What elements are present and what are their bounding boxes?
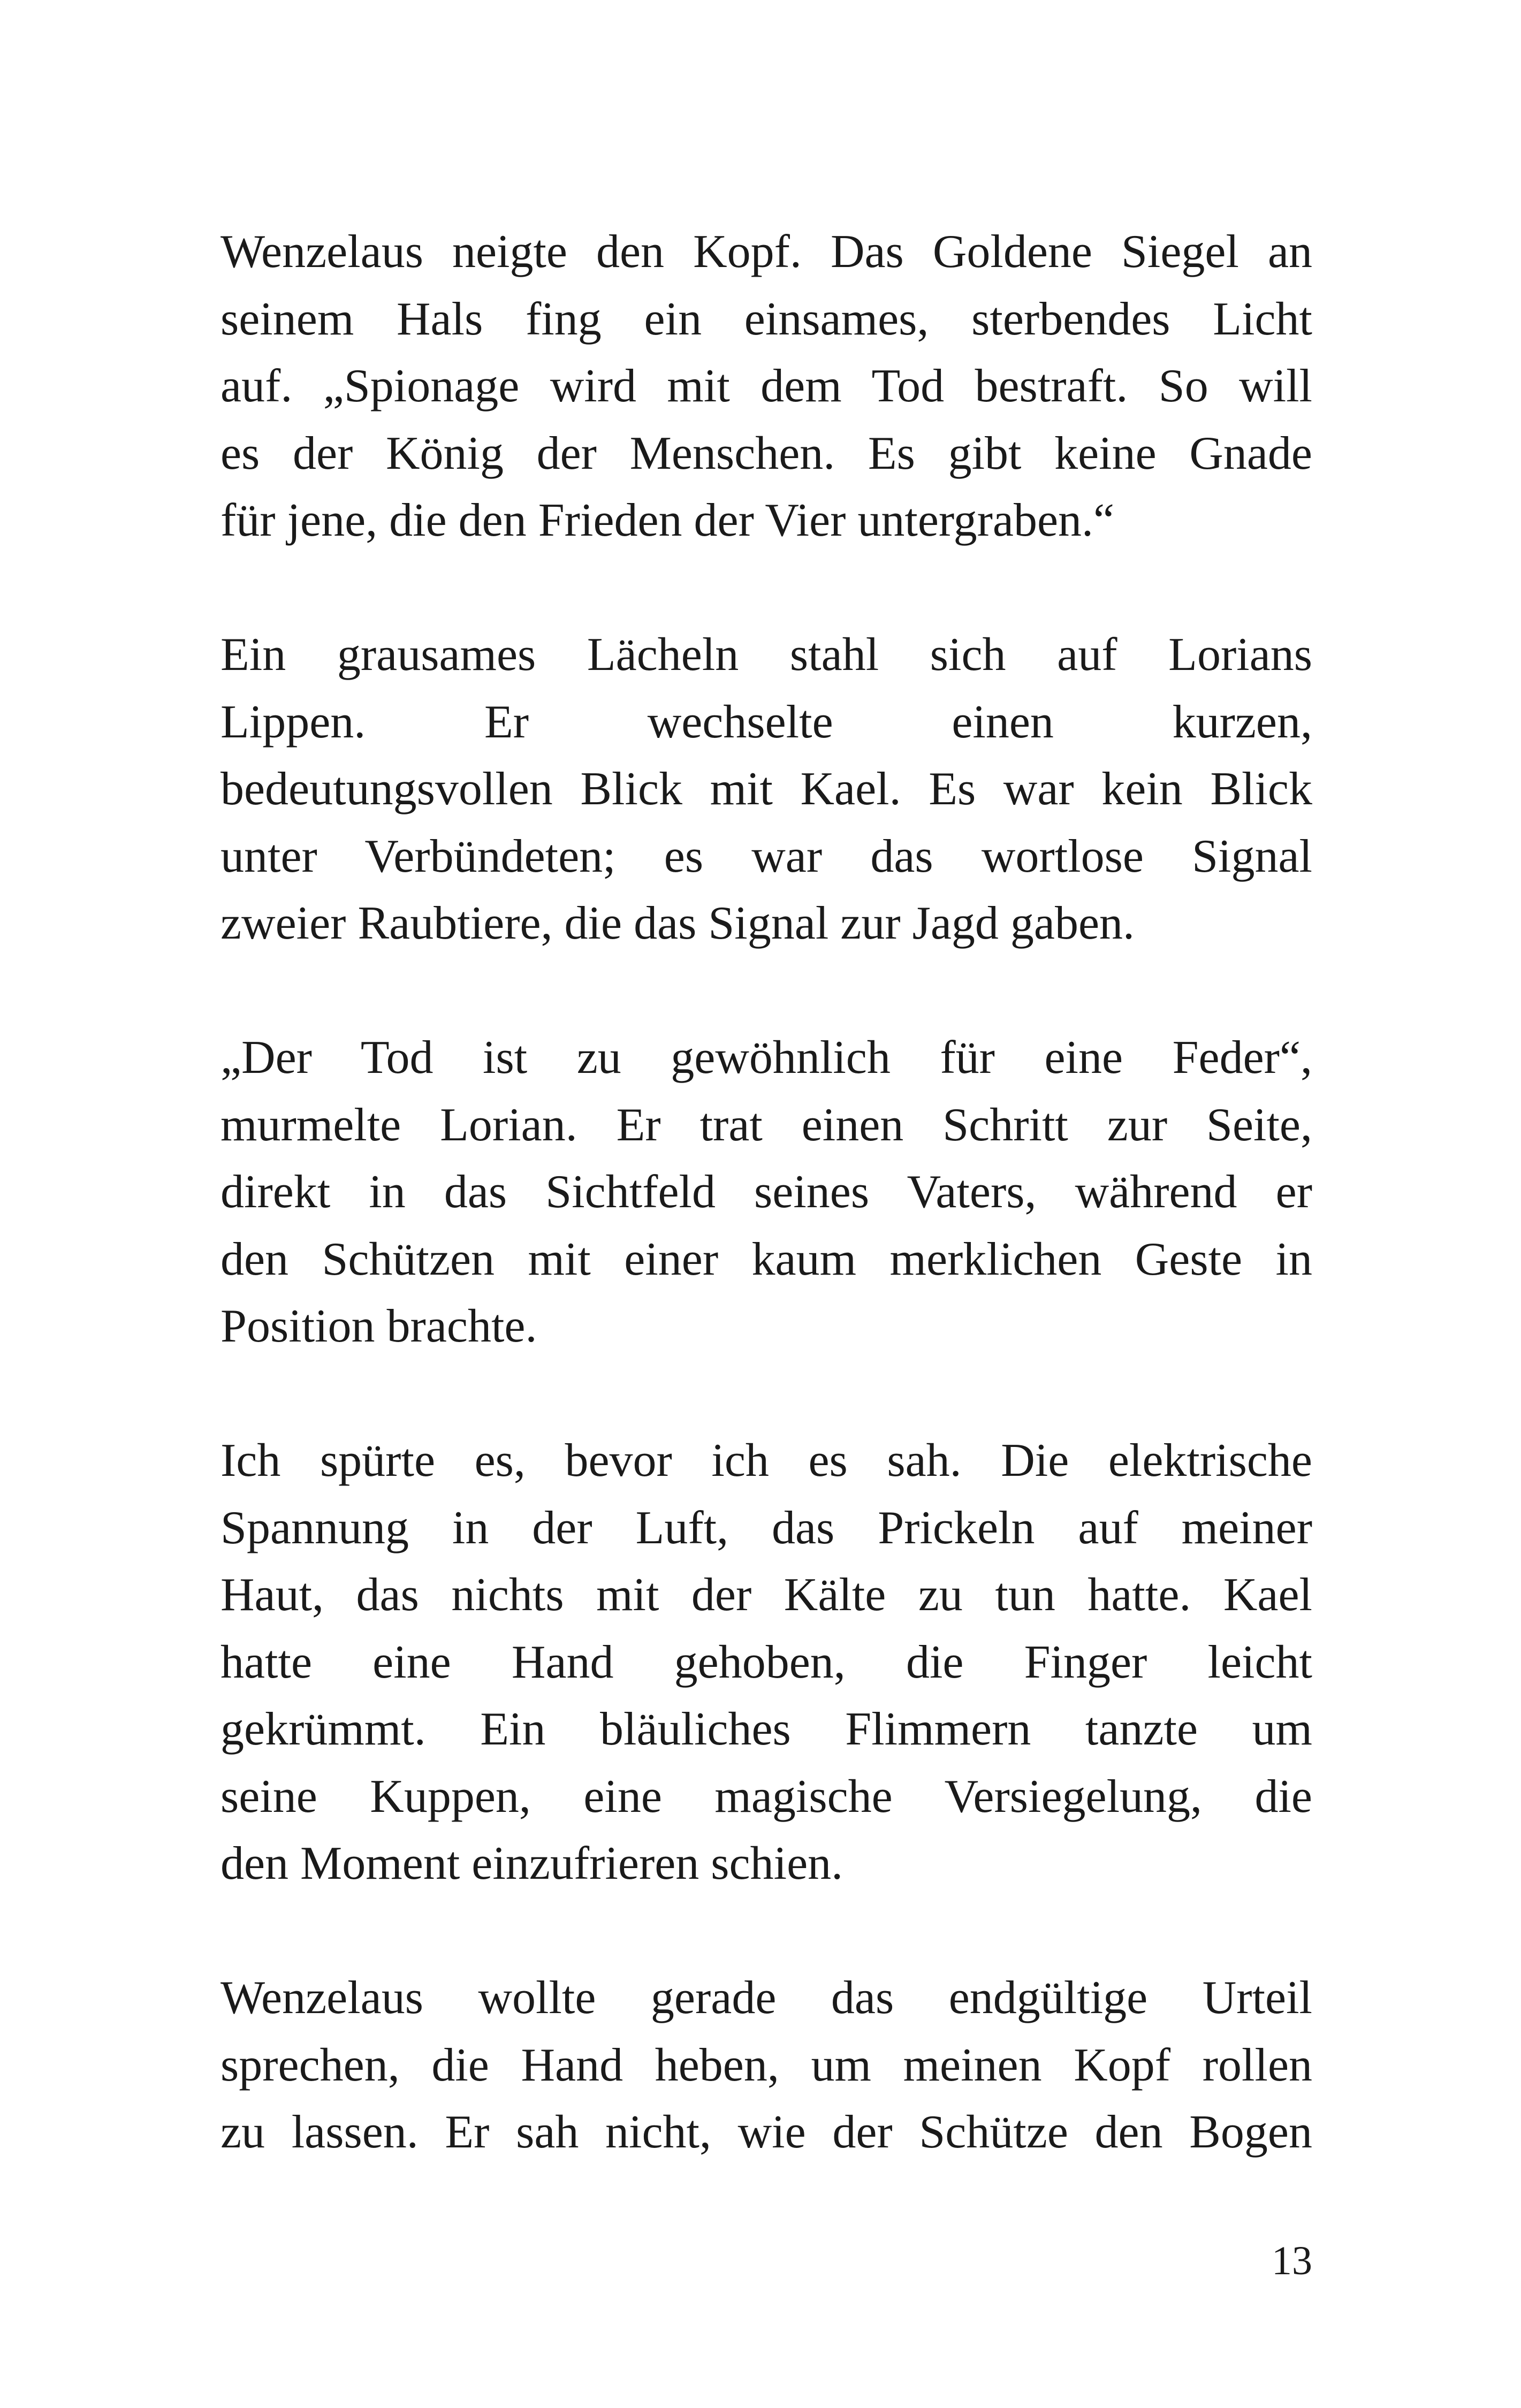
paragraph-5 [220,1964,1312,2166]
text-line: zu lassen. Er sah nicht, wie der Schütze den Bogen [220,2106,1312,2158]
text-line: seinem Hals fing ein einsames, sterbendes Licht [220,293,1312,345]
text-line: bedeutungsvollen Blick mit Kael. Es war kein Blick [220,763,1312,815]
text-line: zweier Raubtiere, die das Signal zur Jagd gaben. [220,897,1135,949]
text-line: „Der Tod ist zu gewöhnlich für eine Feder“, [220,1032,1312,1084]
text-line: Wenzelaus neigte den Kopf. Das Goldene Siegel an [220,226,1312,278]
text-line: es der König der Menschen. Es gibt keine Gnade [220,427,1312,479]
text-line: Haut, das nichts mit der Kälte zu tun hatte. Kael [220,1569,1312,1621]
text-line: direkt in das Sichtfeld seines Vaters, während er [220,1166,1312,1218]
body-text [220,218,1312,2233]
paragraph-2 [220,621,1312,957]
text-line: Spannung in der Luft, das Prickeln auf meiner [220,1502,1312,1554]
text-line: für jene, die den Frieden der Vier untergraben.“ [220,494,1115,546]
text-line: Lippen. Er wechselte einen kurzen, [220,696,1312,748]
text-line: gekrümmt. Ein bläuliches Flimmern tanzte um [220,1703,1312,1755]
text-line: auf. „Spionage wird mit dem Tod bestraft. So will [220,360,1312,412]
paragraph-1 [220,218,1312,554]
text-line: seine Kuppen, eine magische Versiegelung, die [220,1770,1312,1823]
text-line: Position brachte. [220,1300,537,1352]
page-number: 13 [1272,2238,1312,2283]
text-line: Ein grausames Lächeln stahl sich auf Lorians [220,629,1312,681]
paragraph-4 [220,1427,1312,1898]
text-line: Wenzelaus wollte gerade das endgültige Urteil [220,1972,1312,2024]
text-line: murmelte Lorian. Er trat einen Schritt zur Seite, [220,1099,1312,1151]
text-line: den Moment einzufrieren schien. [220,1838,843,1889]
paragraph-3 [220,1024,1312,1360]
text-line: unter Verbündeten; es war das wortlose Signal [220,830,1312,882]
text-line: hatte eine Hand gehoben, die Finger leicht [220,1636,1312,1688]
text-line: Ich spürte es, bevor ich es sah. Die elektrische [220,1435,1312,1487]
text-line: den Schützen mit einer kaum merklichen Geste in [220,1233,1312,1285]
text-line: sprechen, die Hand heben, um meinen Kopf rollen [220,2039,1312,2091]
